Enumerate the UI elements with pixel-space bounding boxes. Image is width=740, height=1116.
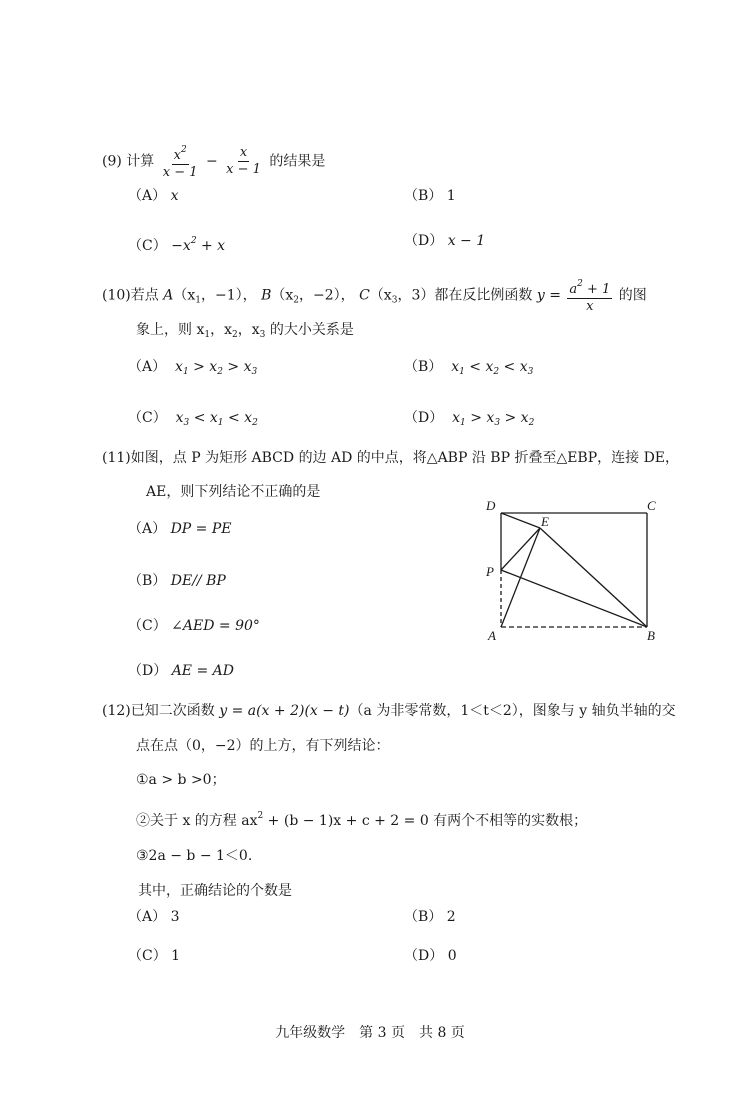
label-b: B [647,628,655,643]
seg-pe [501,528,540,570]
q11-figure [480,492,670,644]
page-footer: 九年级数学 第 3 页 共 8 页 [275,1025,465,1041]
q12-which: 其中，正确结论的个数是 [138,883,292,899]
q9-post: 的结果是 [269,153,326,170]
q12-conclusion-1: ①a > b >0； [136,772,226,788]
q12-option-c: （C） 1 [128,948,181,964]
q12-stem-line2: 点在点（0，−2）的上方，有下列结论： [136,738,390,754]
label-d: D [486,498,496,513]
q11-option-c: （C） ∠AED = 90° [128,618,260,634]
q11-stem: (11)如图，点 P 为矩形 ABCD 的边 AD 的中点，将△ABP 沿 BP 折叠至△EBP，连接 DE， [102,450,680,466]
q9-number: (9) [102,153,122,170]
q11-option-a: （A） DP = PE [128,521,232,537]
label-a: A [488,628,496,643]
q10-option-a: （A） $x_1 > x_2 > x_3$ [128,359,258,377]
q9-option-c: $(C) -x^2 + x$ [128,236,226,254]
q9-option-a: （A） x [128,188,179,204]
label-c: C [647,498,656,513]
seg-pb [501,570,647,627]
q12-option-d: （D） 0 [404,948,457,964]
q9-option-d: （D） x − 1 [404,233,486,249]
q12-stem: (12)已知二次函数 y = a(x + 2)(x − t)（a 为非零常数，1＜t＜2），图象与 y 轴负半轴的交 [102,703,676,719]
q10-stem-line2: 象上，则 $x_1$，$x_2$，$x_3$ 的大小关系是 [136,322,354,340]
q9-fraction-1: $\frac{x^2}{x - 1}$ [161,142,200,181]
q11-option-d: （D） AE = AD [128,663,234,679]
q9-stem [102,142,325,181]
q12-option-b: （B） 2 [404,909,456,925]
q12-option-a: （A） 3 [128,909,180,925]
q12-conclusion-3: ③2a − b − 1＜0. [136,848,253,864]
seg-eb [540,528,647,627]
label-p: P [486,564,494,579]
q12-conclusion-2: ②关于 x 的方程 $ax^2 + (b - 1)x + c + 2 = 0$ 有两个不相等的实数根； [136,811,588,829]
q9-fraction-2: $\frac{x}{x - 1}$ [226,145,261,177]
q10-option-d: （D） $x_1 > x_3 > x_2$ [404,410,535,428]
label-e: E [541,514,549,529]
q10-option-b: （B） $x_1 < x_2 < x_3$ [404,359,534,377]
seg-ae [501,528,540,627]
q10-stem: (10)若点 $A(x_1$，−1）， $B(x_2$，−2）， $C(x_3$，3）都在反比例函数 y = $\frac{a^2 + 1}{x}$ 的图 [102,276,647,315]
q11-stem-line2: AE，则下列结论不正确的是 [146,484,321,500]
q10-option-c: （C） $x_3 < x_1 < x_2$ [128,410,258,428]
q9-option-b: （B） 1 [404,188,456,204]
seg-de [501,513,540,528]
q9-pre: 计算 [126,153,155,170]
q11-option-b: （B） DE// BP [128,573,226,589]
q10-fraction: $\frac{a^2 + 1}{x}$ [567,276,612,315]
q9-minus: − [205,153,218,170]
